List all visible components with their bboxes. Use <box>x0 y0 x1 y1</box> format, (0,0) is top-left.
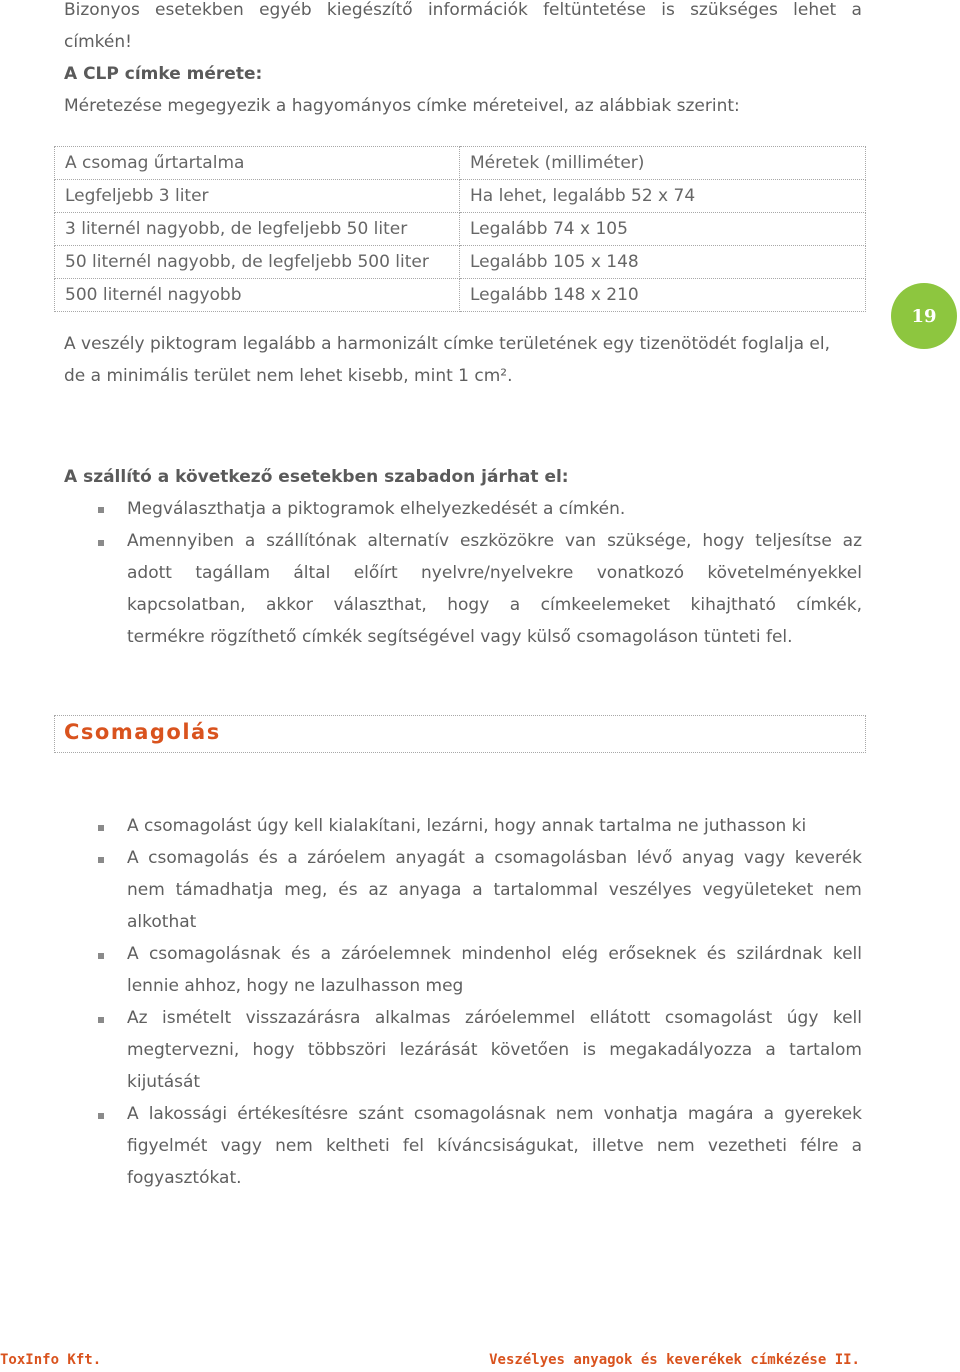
packaging-item-3-line-1: A csomagolásnak és a záróelemnek mindenhol elég erőseknek és szilárdnak kell <box>127 944 862 964</box>
clp-size-subtitle: Méretezése megegyezik a hagyományos címke méreteivel, az alábbiak szerint: <box>64 96 740 116</box>
table-row <box>55 213 866 246</box>
supplier-item-2-line-4: termékre rögzíthető címkék segítségével vagy külső csomagoláson tünteti fel. <box>127 627 793 647</box>
table-row <box>55 246 866 279</box>
table-cell: 500 liternél nagyobb <box>55 279 460 312</box>
supplier-item-2-line-1: Amennyiben a szállítónak alternatív eszközökre van szüksége, hogy teljesítse az <box>127 531 862 551</box>
packaging-item-5-line-1: A lakossági értékesítésre szánt csomagolásnak nem vonhatja magára a gyerekek <box>127 1104 862 1124</box>
section-heading-box <box>54 715 866 753</box>
bullet-icon <box>98 1113 104 1119</box>
section-heading: Csomagolás <box>64 720 221 744</box>
size-table <box>54 146 866 312</box>
bullet-icon <box>98 953 104 959</box>
table-cell: 50 liternél nagyobb, de legfeljebb 500 liter <box>55 246 460 279</box>
supplier-heading: A szállító a következő esetekben szabadon járhat el: <box>64 467 569 487</box>
page-number-badge: 19 <box>891 283 957 349</box>
table-header-cell: Méretek (milliméter) <box>460 147 866 180</box>
packaging-item-5-line-3: fogyasztókat. <box>127 1168 242 1188</box>
table-row <box>55 279 866 312</box>
bullet-icon <box>98 540 104 546</box>
bullet-icon <box>98 825 104 831</box>
bullet-icon <box>98 507 104 513</box>
packaging-item-1: A csomagolást úgy kell kialakítani, lezárni, hogy annak tartalma ne juthasson ki <box>127 816 807 836</box>
table-header-cell: A csomag űrtartalma <box>55 147 460 180</box>
table-row <box>55 180 866 213</box>
bullet-icon <box>98 857 104 863</box>
supplier-item-2-line-2: adott tagállam által előírt nyelvre/nyelvekre vonatkozó követelményekkel <box>127 563 862 583</box>
packaging-item-4-line-3: kijutását <box>127 1072 201 1092</box>
packaging-item-2-line-1: A csomagolás és a záróelem anyagát a csomagolásban lévő anyag vagy keverék <box>127 848 862 868</box>
table-header-row <box>55 147 866 180</box>
table-cell: Ha lehet, legalább 52 x 74 <box>460 180 866 213</box>
table-cell: Legfeljebb 3 liter <box>55 180 460 213</box>
supplier-item-2-line-3: kapcsolatban, akkor választhat, hogy a címkeelemeket kihajtható címkék, <box>127 595 862 615</box>
table-cell: 3 liternél nagyobb, de legfeljebb 50 liter <box>55 213 460 246</box>
clp-size-heading: A CLP címke mérete: <box>64 64 263 84</box>
intro-line-2: címkén! <box>64 32 132 52</box>
footer-document-title: Veszélyes anyagok és keverékek címkézése II. <box>489 1352 860 1368</box>
packaging-item-4-line-2: megtervezni, hogy többszöri lezárását követően is megakadályozza a tartalom <box>127 1040 862 1060</box>
packaging-item-4-line-1: Az ismételt visszazárásra alkalmas záróelemmel ellátott csomagolást úgy kell <box>127 1008 862 1028</box>
packaging-item-2-line-2: nem támadhatja meg, és az anyaga a tartalommal veszélyes vegyületeket nem <box>127 880 862 900</box>
packaging-item-2-line-3: alkothat <box>127 912 197 932</box>
intro-line-1: Bizonyos esetekben egyéb kiegészítő információk feltüntetése is szükséges lehet a <box>64 0 862 20</box>
table-cell: Legalább 105 x 148 <box>460 246 866 279</box>
supplier-item-1: Megválaszthatja a piktogramok elhelyezkedését a címkén. <box>127 499 626 519</box>
packaging-item-3-line-2: lennie ahhoz, hogy ne lazulhasson meg <box>127 976 464 996</box>
pictogram-line-2: de a minimális terület nem lehet kisebb, mint 1 cm². <box>64 366 513 386</box>
packaging-item-5-line-2: figyelmét vagy nem keltheti fel kíváncsiságukat, illetve nem vezetheti félre a <box>127 1136 862 1156</box>
table-cell: Legalább 148 x 210 <box>460 279 866 312</box>
footer-company: ToxInfo Kft. <box>0 1352 102 1368</box>
table-cell: Legalább 74 x 105 <box>460 213 866 246</box>
pictogram-line-1: A veszély piktogram legalább a harmonizált címke területének egy tizenötödét foglalja el, <box>64 334 831 354</box>
bullet-icon <box>98 1017 104 1023</box>
